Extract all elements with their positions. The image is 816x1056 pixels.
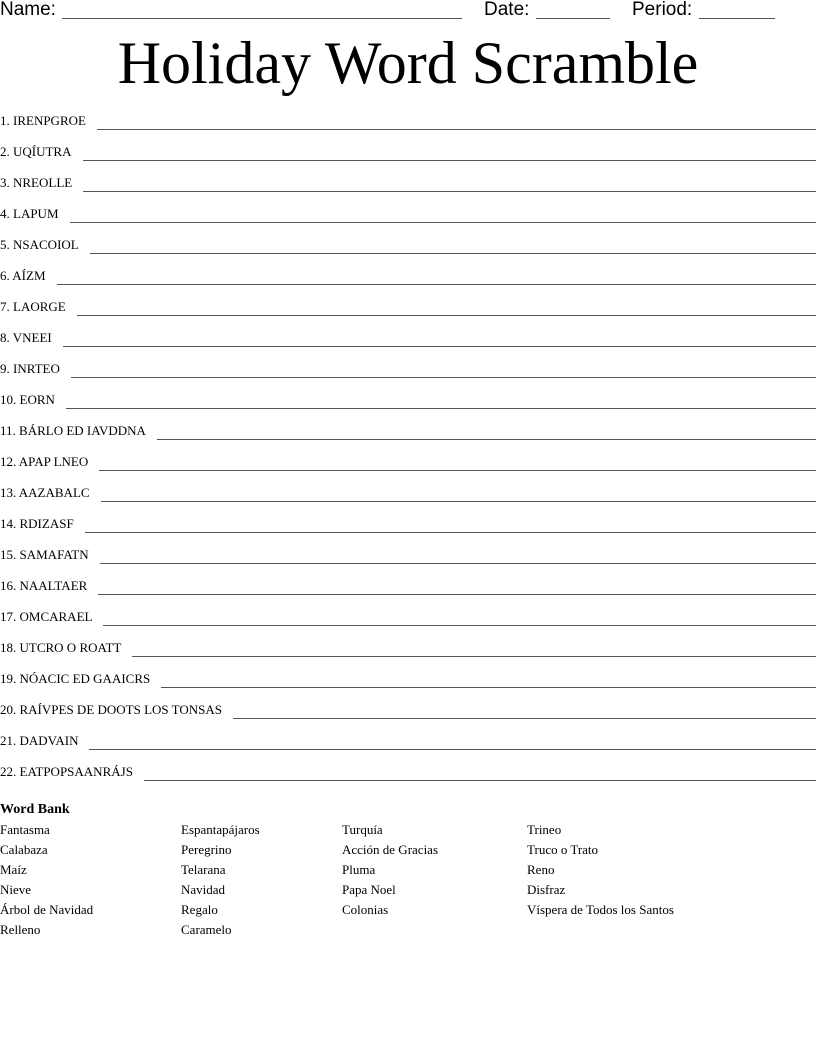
scrambled-word: 7. LAORGE xyxy=(0,299,66,314)
date-label: Date: xyxy=(484,0,530,20)
word-bank-word: Acción de Gracias xyxy=(342,842,439,857)
answer-line[interactable] xyxy=(98,576,816,595)
scrambled-word: 6. AÍZM xyxy=(0,268,46,283)
word-bank-word: Maíz xyxy=(0,862,27,877)
word-bank-word: Pluma xyxy=(342,862,376,877)
answer-line[interactable] xyxy=(77,297,816,316)
word-bank-word: Nieve xyxy=(0,882,32,897)
answer-line[interactable] xyxy=(233,700,816,719)
scrambled-word: 10. EORN xyxy=(0,392,55,407)
word-bank-word: Disfraz xyxy=(527,882,566,897)
answer-line[interactable] xyxy=(71,359,816,378)
word-bank-word: Telarana xyxy=(181,862,226,877)
scrambled-word: 3. NREOLLE xyxy=(0,175,73,190)
problem-row xyxy=(0,328,816,359)
answer-line[interactable] xyxy=(157,421,816,440)
problem-row xyxy=(0,297,816,328)
word-bank-word: Truco o Trato xyxy=(527,842,599,857)
answer-line[interactable] xyxy=(161,669,816,688)
word-bank-columns xyxy=(0,820,816,940)
problem-row xyxy=(0,576,816,607)
scrambled-word: 14. RDIZASF xyxy=(0,516,74,531)
answer-line[interactable] xyxy=(101,483,816,502)
word-bank-word: Colonias xyxy=(342,902,389,917)
word-bank-word: Árbol de Navidad xyxy=(0,902,94,917)
name-label: Name: xyxy=(0,0,56,20)
problem-row xyxy=(0,762,816,793)
scrambled-word: 11. BÁRLO ED IAVDDNA xyxy=(0,423,146,438)
word-bank-column xyxy=(181,820,260,940)
date-field-line[interactable] xyxy=(536,18,610,19)
scrambled-word: 19. NÓACIC ED GAAICRS xyxy=(0,671,151,686)
answer-line[interactable] xyxy=(85,514,816,533)
problem-row xyxy=(0,638,816,669)
answer-line[interactable] xyxy=(57,266,816,285)
problem-row xyxy=(0,142,816,173)
answer-line[interactable] xyxy=(97,111,816,130)
problem-row xyxy=(0,235,816,266)
scrambled-word: 8. VNEEI xyxy=(0,330,52,345)
word-bank-word: Papa Noel xyxy=(342,882,396,897)
problem-row xyxy=(0,483,816,514)
answer-line[interactable] xyxy=(83,142,816,161)
problem-row xyxy=(0,669,816,700)
scrambled-word: 4. LAPUM xyxy=(0,206,59,221)
word-bank-column xyxy=(342,820,438,920)
problem-row xyxy=(0,545,816,576)
problem-row xyxy=(0,173,816,204)
problem-row xyxy=(0,731,816,762)
period-field-line[interactable] xyxy=(699,18,775,19)
period-label: Period: xyxy=(632,0,693,20)
word-bank-column xyxy=(527,820,674,920)
answer-line[interactable] xyxy=(83,173,816,192)
scrambled-word: 22. EATPOPSAANRÁJS xyxy=(0,764,133,779)
problem-row xyxy=(0,607,816,638)
word-bank-word: Espantapájaros xyxy=(181,822,260,837)
scrambled-word: 20. RAÍVPES DE DOOTS LOS TONSAS xyxy=(0,702,222,717)
answer-line[interactable] xyxy=(100,545,816,564)
problem-row xyxy=(0,359,816,390)
word-bank-word: Trineo xyxy=(527,822,562,837)
scrambled-word: 2. UQÍUTRA xyxy=(0,144,72,159)
answer-line[interactable] xyxy=(70,204,816,223)
word-bank-word: Caramelo xyxy=(181,922,232,937)
problem-row xyxy=(0,390,816,421)
problem-row xyxy=(0,111,816,142)
word-bank-word: Navidad xyxy=(181,882,226,897)
word-bank-column xyxy=(0,820,93,940)
problem-row xyxy=(0,266,816,297)
word-bank-word: Víspera de Todos los Santos xyxy=(527,902,674,917)
answer-line[interactable] xyxy=(103,607,816,626)
word-bank-word: Fantasma xyxy=(0,822,50,837)
scrambled-word: 13. AAZABALC xyxy=(0,485,90,500)
word-bank-word: Reno xyxy=(527,862,555,877)
answer-line[interactable] xyxy=(66,390,816,409)
answer-line[interactable] xyxy=(132,638,816,657)
word-bank-word: Turquía xyxy=(342,822,383,837)
page-title: Holiday Word Scramble xyxy=(117,30,699,96)
scrambled-word: 12. APAP LNEO xyxy=(0,454,89,469)
answer-line[interactable] xyxy=(89,731,816,750)
scrambled-word: 21. DADVAIN xyxy=(0,733,79,748)
word-bank-word: Regalo xyxy=(181,902,218,917)
problem-list xyxy=(0,111,816,793)
scrambled-word: 9. INRTEO xyxy=(0,361,60,376)
word-bank-word: Relleno xyxy=(0,922,41,937)
scrambled-word: 5. NSACOIOL xyxy=(0,237,79,252)
problem-row xyxy=(0,452,816,483)
name-field-line[interactable] xyxy=(62,18,462,19)
worksheet-header xyxy=(0,0,816,24)
answer-line[interactable] xyxy=(144,762,816,781)
problem-row xyxy=(0,700,816,731)
scrambled-word: 17. OMCARAEL xyxy=(0,609,93,624)
scrambled-word: 1. IRENPGROE xyxy=(0,113,86,128)
answer-line[interactable] xyxy=(63,328,816,347)
word-bank-word: Peregrino xyxy=(181,842,232,857)
scrambled-word: 18. UTCRO O ROATT xyxy=(0,640,122,655)
scrambled-word: 16. NAALTAER xyxy=(0,578,88,593)
scrambled-word: 15. SAMAFATN xyxy=(0,547,89,562)
answer-line[interactable] xyxy=(99,452,816,471)
word-bank-title: Word Bank xyxy=(0,802,70,817)
problem-row xyxy=(0,204,816,235)
problem-row xyxy=(0,514,816,545)
problem-row xyxy=(0,421,816,452)
word-bank xyxy=(0,800,816,940)
word-bank-word: Calabaza xyxy=(0,842,48,857)
answer-line[interactable] xyxy=(90,235,816,254)
